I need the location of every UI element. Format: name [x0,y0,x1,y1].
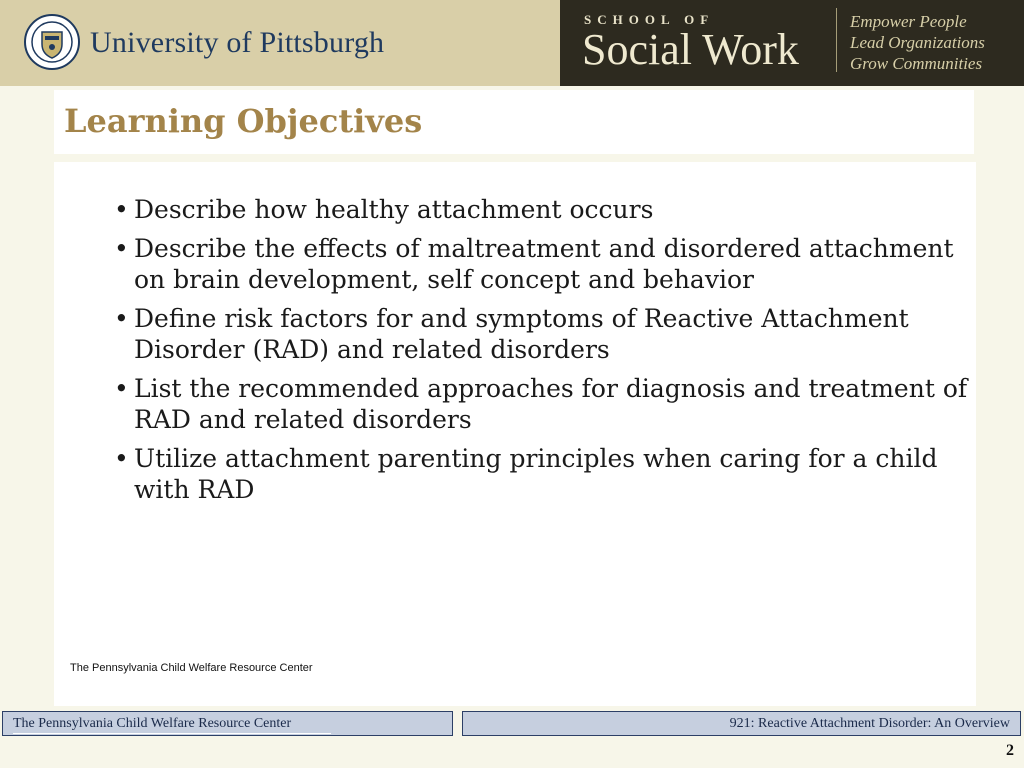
footer-left-text: The Pennsylvania Child Welfare Resource Center [13,716,292,731]
footer-bar-right [462,711,1021,736]
content-area [54,162,976,706]
footer-underline [13,733,331,734]
school-of-label: SCHOOL OF [584,12,715,27]
objectives-list [114,194,974,513]
page-number: 2 [1006,742,1014,759]
tagline-line: Lead Organizations [850,33,985,52]
title-area [54,90,974,154]
school-name: Social Work [582,25,799,74]
university-seal-icon [24,14,80,70]
header-divider [836,8,837,72]
tagline-line: Empower People [850,12,967,31]
content-footer-text: The Pennsylvania Child Welfare Resource Center [70,662,313,674]
objective-item: • Describe how healthy attachment occurs [114,194,974,225]
footer-right-text: 921: Reactive Attachment Disorder: An Overview [729,716,1010,731]
tagline [850,11,985,74]
footer-bar-left [2,711,453,736]
university-header [0,0,560,86]
tagline-line: Grow Communities [850,54,983,73]
school-header [560,0,1024,86]
university-name: University of Pittsburgh [90,26,385,59]
objective-item: • Define risk factors for and symptoms of Reactive Attachment Disorder (RAD) and related disorders [114,303,974,365]
objective-item: • Describe the effects of maltreatment and disordered attachment on brain development, self concept and behavior [114,233,974,295]
objective-item: • Utilize attachment parenting principles when caring for a child with RAD [114,443,974,505]
slide-title: Learning Objectives [64,102,423,140]
objective-item: • List the recommended approaches for diagnosis and treatment of RAD and related disorders [114,373,974,435]
